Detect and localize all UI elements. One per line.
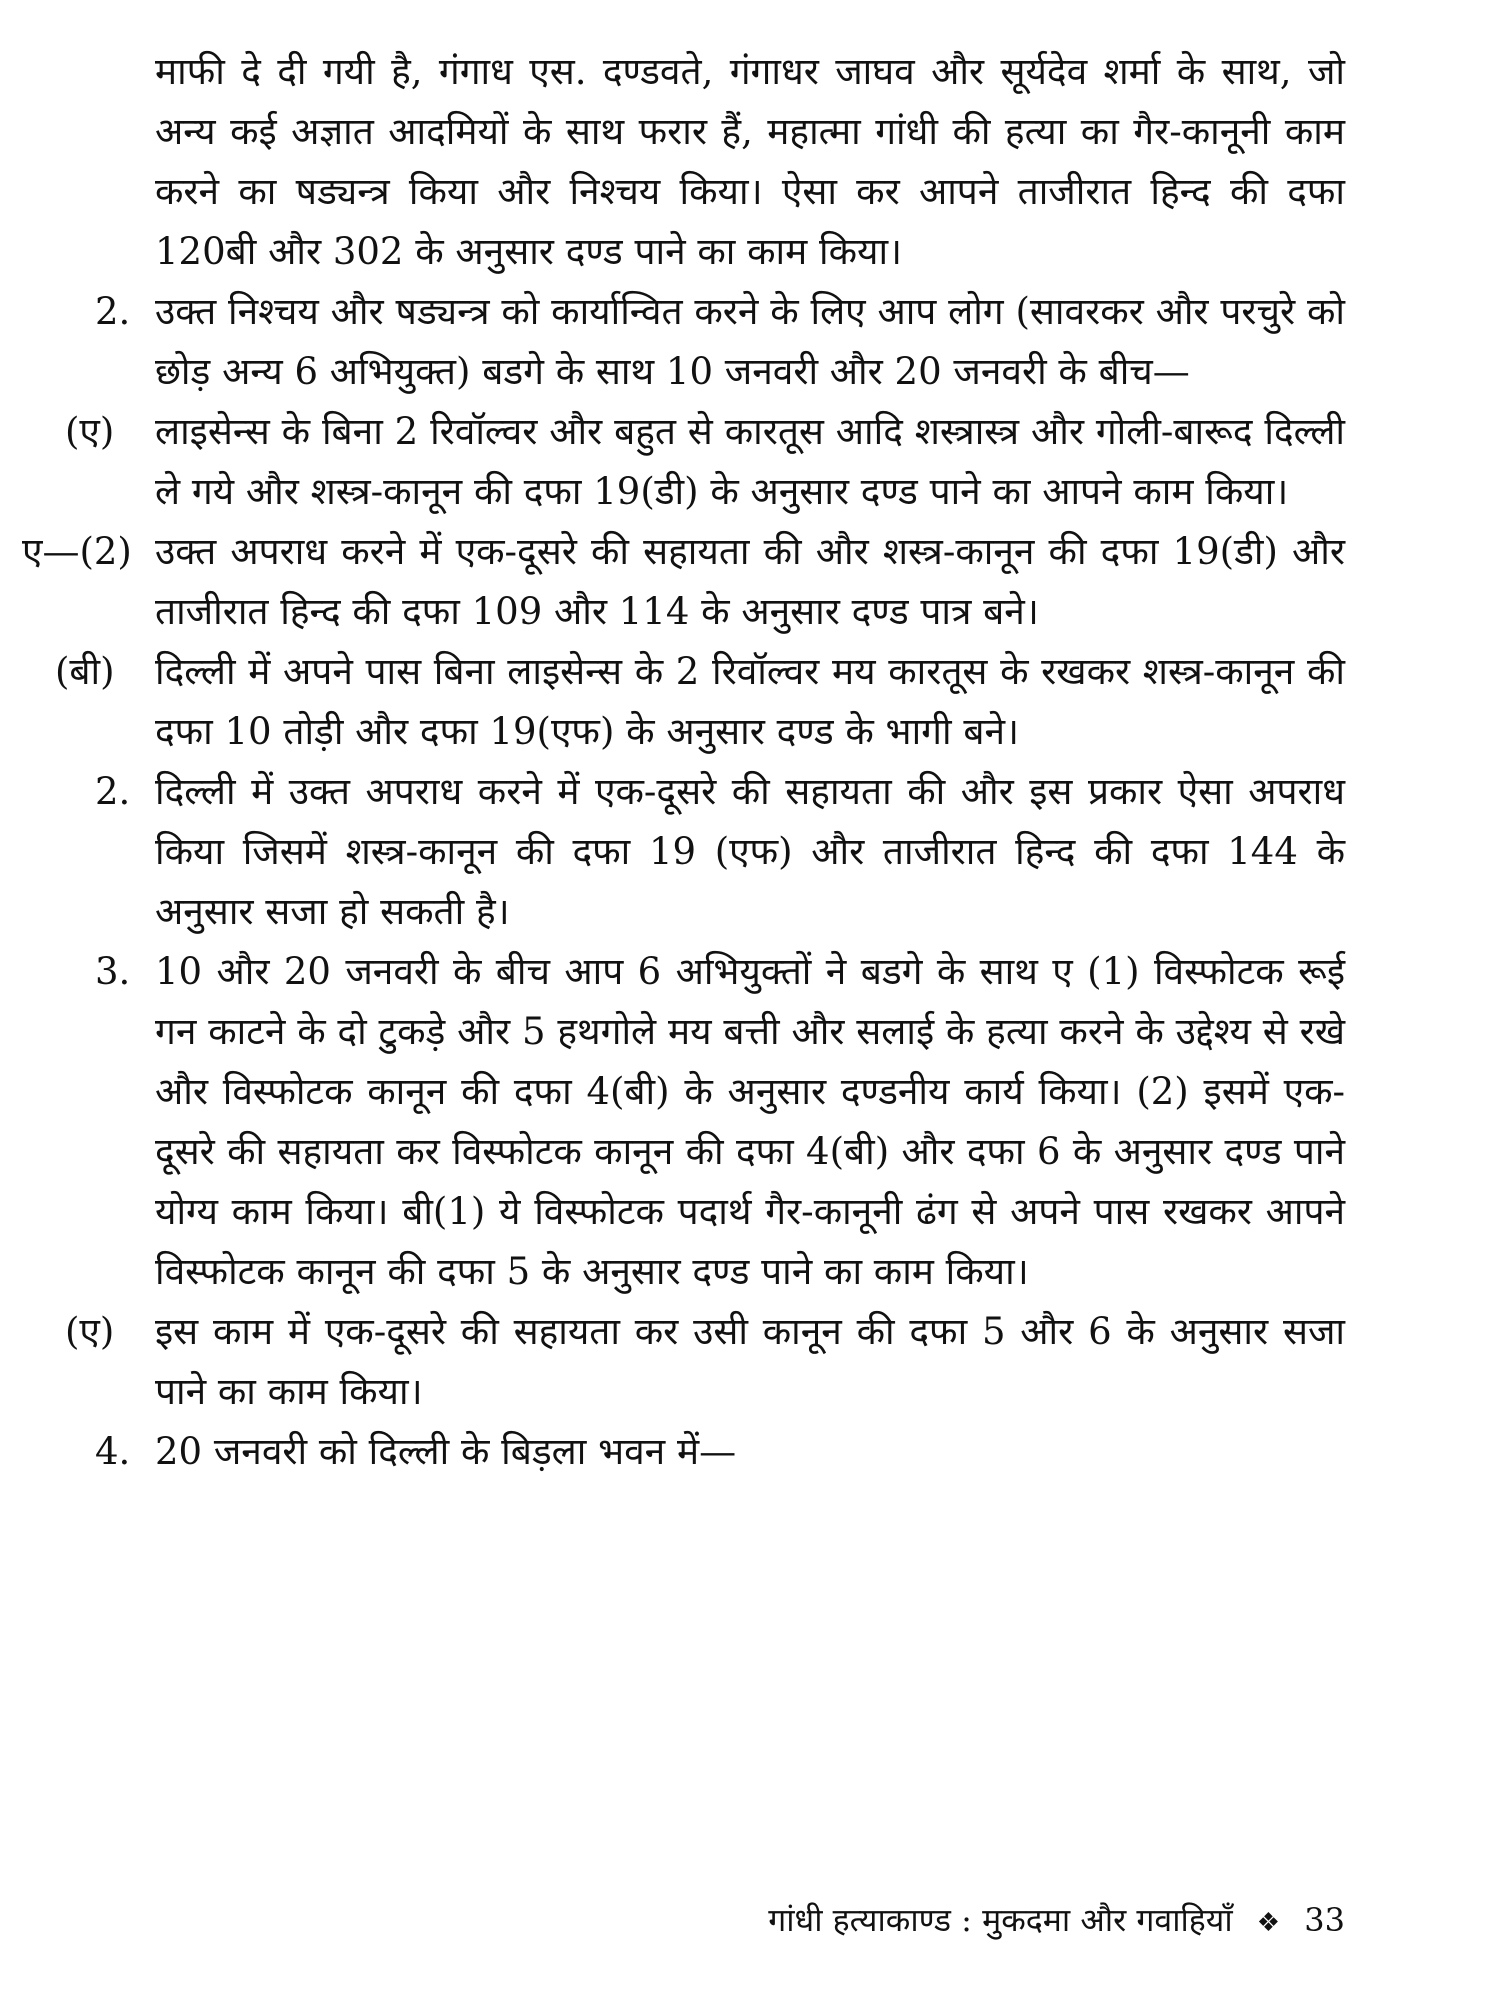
paragraph-text: लाइसेन्स के बिना 2 रिवॉल्वर और बहुत से कारतूस आदि शस्त्रास्त्र और गोली-बारूद दिल्ली ले गये और शस्त्र-कानून की दफा 19(डी) के अनुसार दण्ड पाने का आपने काम किया। bbox=[155, 410, 1345, 513]
paragraph-number: (बी) bbox=[55, 650, 115, 693]
paragraph-item-3 bbox=[0, 942, 1345, 1302]
paragraph-item-a3 bbox=[0, 1302, 1345, 1422]
paragraph-text: दिल्ली में उक्त अपराध करने में एक-दूसरे की सहायता की और इस प्रकार ऐसा अपराध किया जिसमें शस्त्र-कानून की दफा 19 (एफ) और ताजीरात हिन्द की दफा 144 के अनुसार सजा हो सकती है। bbox=[155, 770, 1345, 933]
page-number: 33 bbox=[1304, 1901, 1345, 1939]
paragraph-text: माफी दे दी गयी है, गंगाध एस. दण्डवते, गंगाधर जाघव और सूर्यदेव शर्मा के साथ, जो अन्य कई अज्ञात आदमियों के साथ फरार हैं, महात्मा गांधी की हत्या का गैर-कानूनी काम करने का षड्यन्त्र किया और निश्चय किया। ऐसा कर आपने ताजीरात हिन्द की दफा 120बी और 302 के अनुसार दण्ड पाने का काम किया। bbox=[155, 50, 1345, 273]
ornament-icon: ❖ bbox=[1256, 1908, 1281, 1938]
book-title: गांधी हत्याकाण्ड : मुकदमा और गवाहियाँ bbox=[768, 1901, 1233, 1939]
paragraph-item-a2 bbox=[0, 522, 1345, 642]
page-body bbox=[0, 42, 1500, 1482]
paragraph-text: उक्त अपराध करने में एक-दूसरे की सहायता की और शस्त्र-कानून की दफा 19(डी) और ताजीरात हिन्द की दफा 109 और 114 के अनुसार दण्ड पात्र बने। bbox=[155, 530, 1345, 633]
paragraph-item-2b bbox=[0, 762, 1345, 942]
paragraph-number: (ए) bbox=[65, 410, 115, 453]
paragraph-number: 2. bbox=[95, 770, 131, 813]
paragraph-number: ए—(2) bbox=[22, 530, 132, 573]
paragraph-number: (ए) bbox=[65, 1310, 115, 1353]
paragraph-text: उक्त निश्चय और षड्यन्त्र को कार्यान्वित करने के लिए आप लोग (सावरकर और परचुरे को छोड़ अन्य 6 अभियुक्त) बडगे के साथ 10 जनवरी और 20 जनवरी के बीच— bbox=[155, 290, 1345, 393]
paragraph-text: दिल्ली में अपने पास बिना लाइसेन्स के 2 रिवॉल्वर मय कारतूस के रखकर शस्त्र-कानून की दफा 10 तोड़ी और दफा 19(एफ) के अनुसार दण्ड के भागी बने। bbox=[155, 650, 1345, 753]
paragraph-continuation bbox=[0, 42, 1345, 282]
paragraph-text: 20 जनवरी को दिल्ली के बिड़ला भवन में— bbox=[155, 1430, 737, 1473]
paragraph-number: 3. bbox=[95, 950, 131, 993]
paragraph-item-b bbox=[0, 642, 1345, 762]
paragraph-item-a bbox=[0, 402, 1345, 522]
paragraph-number: 2. bbox=[95, 290, 131, 333]
paragraph-item-2 bbox=[0, 282, 1345, 402]
paragraph-item-4 bbox=[0, 1422, 1345, 1482]
paragraph-number: 4. bbox=[95, 1430, 131, 1473]
paragraph-text: इस काम में एक-दूसरे की सहायता कर उसी कानून की दफा 5 और 6 के अनुसार सजा पाने का काम किया। bbox=[155, 1310, 1345, 1413]
paragraph-text: 10 और 20 जनवरी के बीच आप 6 अभियुक्तों ने बडगे के साथ ए (1) विस्फोटक रूई गन काटने के दो टुकड़े और 5 हथगोले मय बत्ती और सलाई के हत्या करने के उद्देश्य से रखे और विस्फोटक कानून की दफा 4(बी) के अनुसार दण्डनीय कार्य किया। (2) इसमें एक-दूसरे की सहायता कर विस्फोटक कानून की दफा 4(बी) और दफा 6 के अनुसार दण्ड पाने योग्य काम किया। बी(1) ये विस्फोटक पदार्थ गैर-कानूनी ढंग से अपने पास रखकर आपने विस्फोटक कानून की दफा 5 के अनुसार दण्ड पाने का काम किया। bbox=[155, 950, 1345, 1293]
page-footer bbox=[768, 1895, 1345, 1948]
